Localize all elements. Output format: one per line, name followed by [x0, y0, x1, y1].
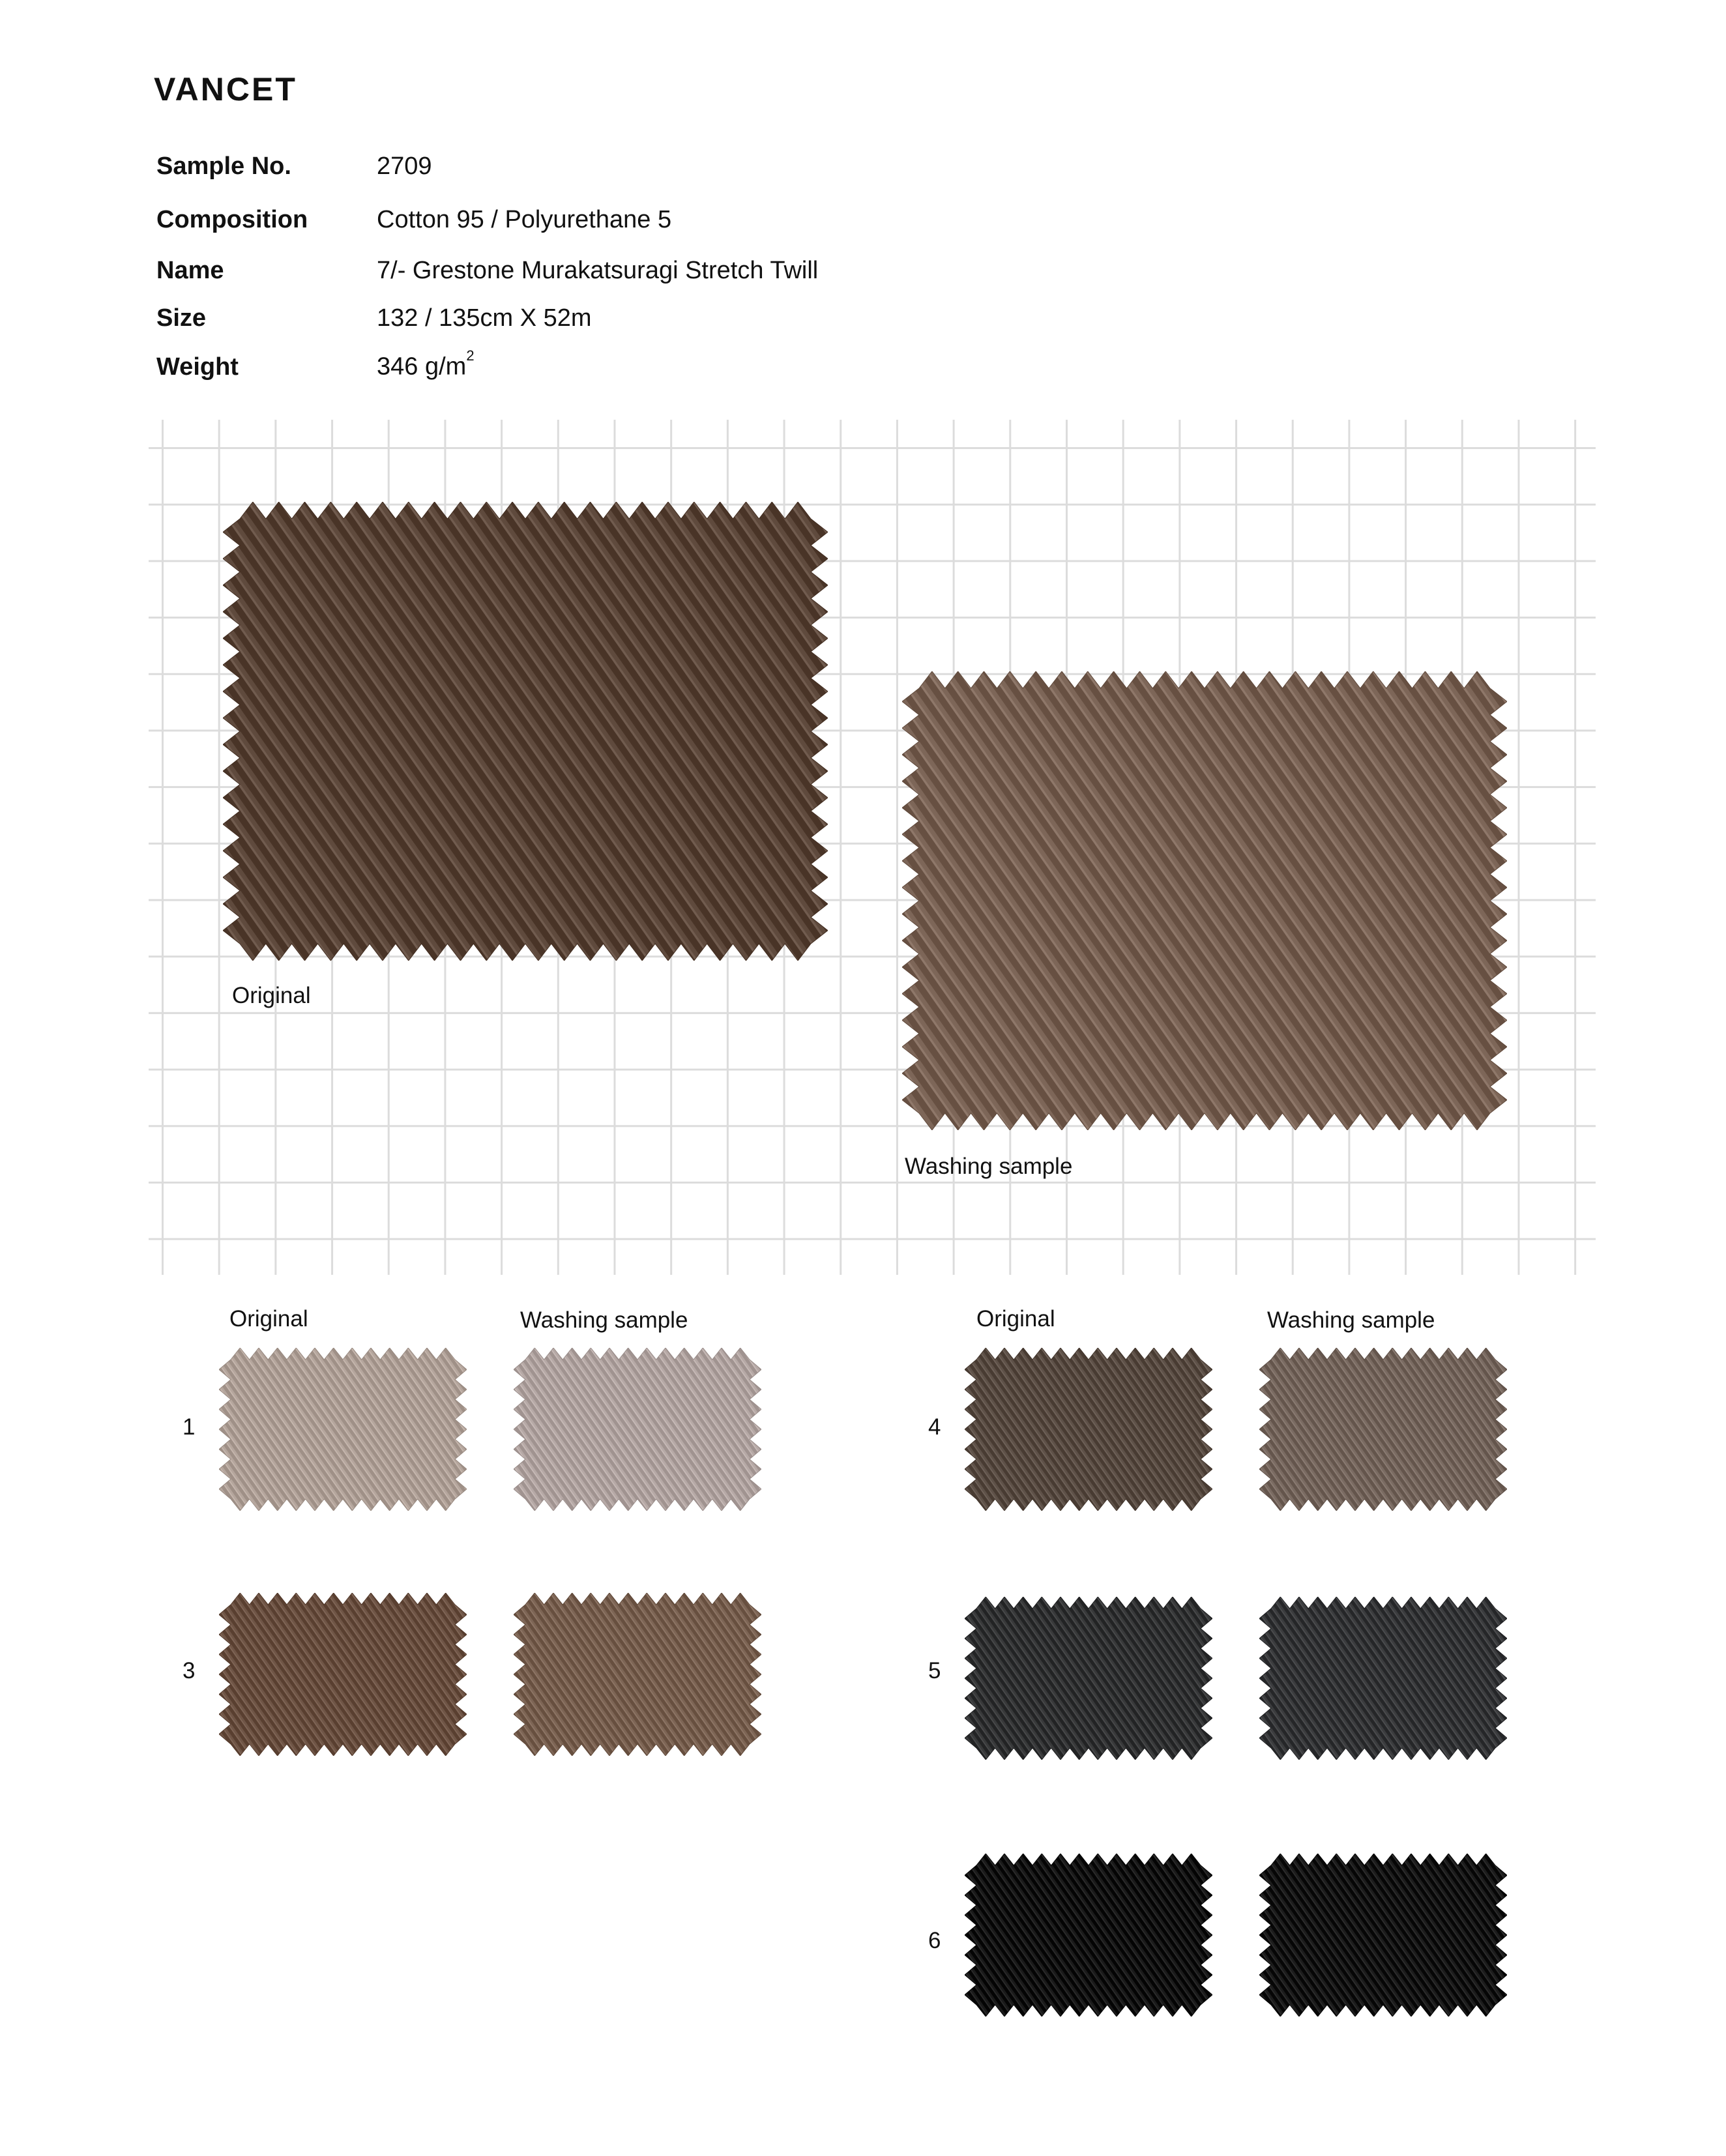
variant-6-original-swatch — [965, 1854, 1212, 2017]
variant-4-original-swatch — [965, 1348, 1212, 1511]
spec-value: 2709 — [377, 152, 432, 180]
fabric-swatch-shape — [514, 1593, 761, 1756]
fabric-swatch-shape — [1259, 1348, 1507, 1511]
spec-row-size — [156, 299, 592, 338]
fabric-swatch-shape — [514, 1348, 761, 1511]
variant-6-washing-swatch — [1259, 1854, 1507, 2017]
fabric-swatch-shape — [965, 1348, 1212, 1511]
variant-number: 5 — [928, 1658, 941, 1683]
left-group-original-header: Original — [229, 1306, 308, 1332]
variant-number: 4 — [928, 1414, 941, 1440]
variant-3-original-swatch — [219, 1593, 467, 1756]
fabric-swatch-shape — [1259, 1597, 1507, 1760]
variant-3-washing-swatch — [514, 1593, 761, 1756]
spec-value: Cotton 95 / Polyurethane 5 — [377, 205, 672, 233]
left-group-washing-header: Washing sample — [520, 1307, 688, 1333]
variant-number: 3 — [183, 1658, 196, 1683]
variant-number: 1 — [183, 1414, 196, 1440]
main-washing-caption: Washing sample — [905, 1154, 1073, 1179]
weight-unit-superscript: 2 — [466, 347, 475, 364]
spec-label: Sample No. — [156, 152, 291, 180]
fabric-swatch-shape — [219, 1348, 467, 1511]
spec-label: Name — [156, 256, 224, 284]
spec-value: 132 / 135cm X 52m — [377, 304, 592, 332]
variant-1-washing-swatch — [514, 1348, 761, 1511]
right-group-original-header: Original — [976, 1306, 1055, 1332]
spec-label: Size — [156, 304, 207, 332]
spec-row-weight — [156, 347, 475, 386]
variant-5-washing-swatch — [1259, 1597, 1507, 1760]
brand-title: VANCET — [154, 71, 297, 108]
fabric-swatch-shape — [1259, 1854, 1507, 2017]
spec-label: Composition — [156, 205, 308, 233]
fabric-swatch-shape — [965, 1854, 1212, 2017]
spec-row-name — [156, 251, 818, 290]
variant-1-original-swatch — [219, 1348, 467, 1511]
fabric-swatch-shape — [219, 1593, 467, 1756]
spec-value: 7/- Grestone Murakatsuragi Stretch Twill — [377, 256, 819, 284]
main-original-caption: Original — [232, 983, 311, 1008]
variant-4-washing-swatch — [1259, 1348, 1507, 1511]
main-swatch-washing — [902, 671, 1507, 1130]
right-group-washing-header: Washing sample — [1267, 1307, 1435, 1333]
variant-number: 6 — [928, 1928, 941, 1953]
main-swatch-original — [223, 502, 828, 961]
spec-label: Weight — [156, 353, 239, 381]
spec-row-composition — [156, 200, 671, 239]
variant-5-original-swatch — [965, 1597, 1212, 1760]
spec-row-sample-no — [156, 147, 432, 186]
fabric-swatch-shape — [965, 1597, 1212, 1760]
fabric-swatch-shape — [223, 502, 828, 961]
fabric-swatch-shape — [902, 671, 1507, 1130]
spec-value: 346 $g/m^2$ — [377, 347, 475, 381]
